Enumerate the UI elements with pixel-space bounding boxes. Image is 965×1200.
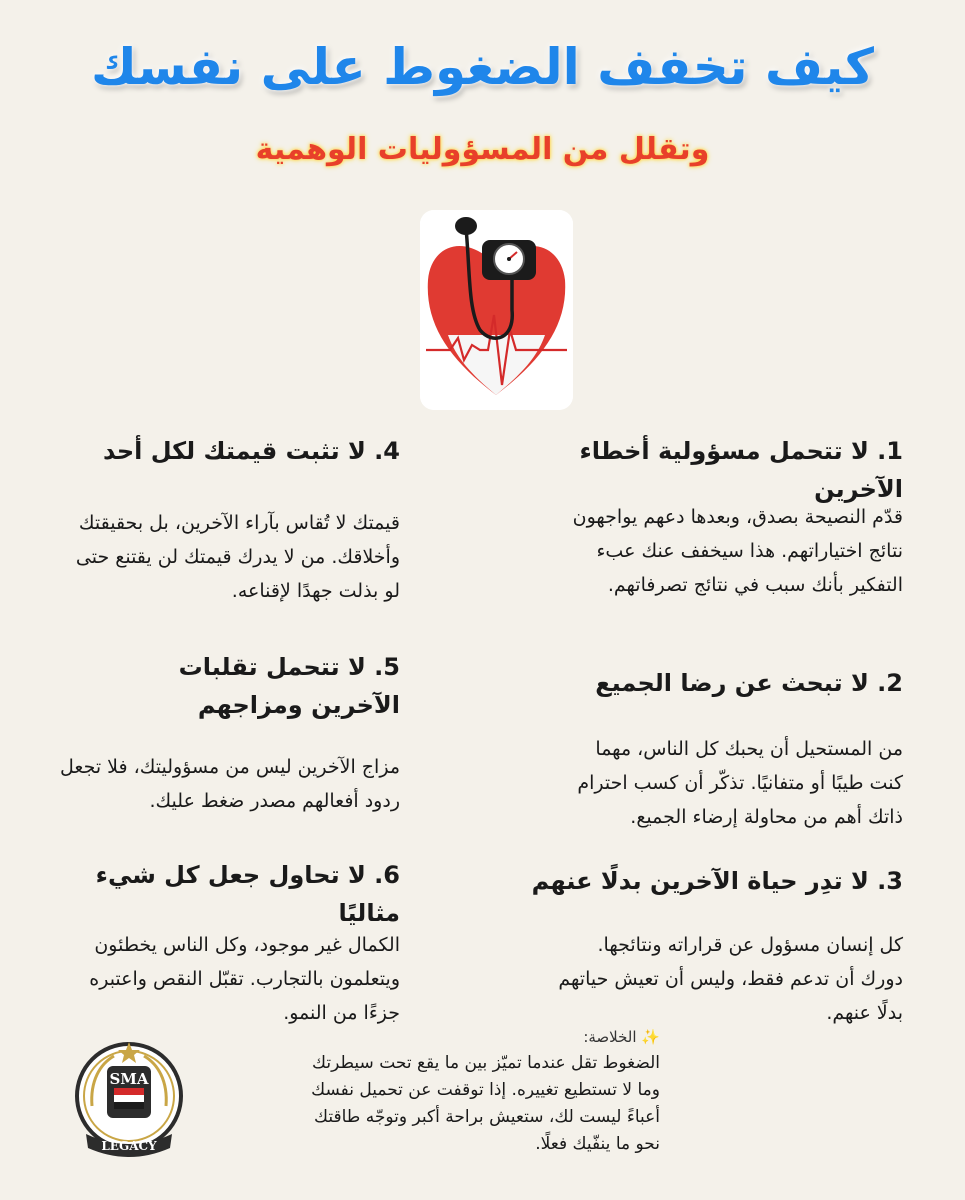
- section-6-body: الكمال غير موجود، وكل الناس يخطئون ويتعلمون بالتجارب. تقبّل النقص واعتبره جزءًا من النمو.: [89, 934, 400, 1024]
- section-3-heading: 3. لا تدِر حياة الآخرين بدلًا عنهم: [531, 867, 903, 895]
- section-4-body: قيمتك لا تُقاس بآراء الآخرين، بل بحقيقتك وأخلاقك. من لا يدرك قيمتك لن يقتنع حتى لو بذلت جهدًا لإقناعه.: [75, 512, 400, 602]
- conclusion-title: [583, 1028, 660, 1046]
- section-5-body: مزاج الآخرين ليس من مسؤوليتك، فلا تجعل ردود أفعالهم مصدر ضغط عليك.: [60, 756, 400, 812]
- section-2-body: من المستحيل أن يحبك كل الناس، مهما كنت طيبًا أو متفانيًا. تذكّر أن كسب احترام ذاتك أهم من محاولة إرضاء الجميع.: [577, 738, 903, 828]
- section-4-heading: 4. لا تثبت قيمتك لكل أحد: [102, 437, 400, 465]
- section-1-heading: 1. لا تتحمل مسؤولية أخطاء الآخرين: [579, 437, 903, 503]
- section-2-heading: 2. لا تبحث عن رضا الجميع: [595, 669, 903, 697]
- conclusion-body: الضغوط تقل عندما تميّز بين ما يقع تحت سيطرتك وما لا تستطيع تغييره. إذا توقفت عن تحميل نفسك أعباءً ليست لك، ستعيش براحة أكبر وتوجّه طاقتك نحو ما ينفّيك فعلًا.: [311, 1053, 660, 1154]
- logo-word: LEGACY: [101, 1139, 157, 1153]
- blood-pressure-heart-icon: [420, 210, 573, 410]
- section-1-body: قدّم النصيحة بصدق، وبعدها دعهم يواجهون نتائج اختياراتهم. هذا سيخفف عنك عبء التفكير بأنك سبب في نتائج تصرفاتهم.: [572, 506, 903, 596]
- page-title: كيف تخفف الضغوط على نفسك: [90, 38, 875, 96]
- section-5-heading: 5. لا تتحمل تقلبات الآخرين ومزاجهم: [178, 653, 400, 719]
- logo-initials: SMA: [109, 1070, 149, 1088]
- section-6-heading: 6. لا تحاول جعل كل شيء مثاليًا: [95, 861, 400, 927]
- conclusion-label: الخلاصة:: [583, 1028, 637, 1046]
- sma-legacy-logo: [72, 1036, 186, 1164]
- section-3-body: كل إنسان مسؤول عن قراراته ونتائجها. دورك أن تدعم فقط، وليس أن تعيش حياتهم بدلًا عنهم.: [558, 934, 903, 1024]
- page-subtitle: وتقلل من المسؤوليات الوهمية: [255, 132, 710, 167]
- hero-image: [420, 210, 573, 410]
- sparkles-icon: ✨: [641, 1028, 660, 1046]
